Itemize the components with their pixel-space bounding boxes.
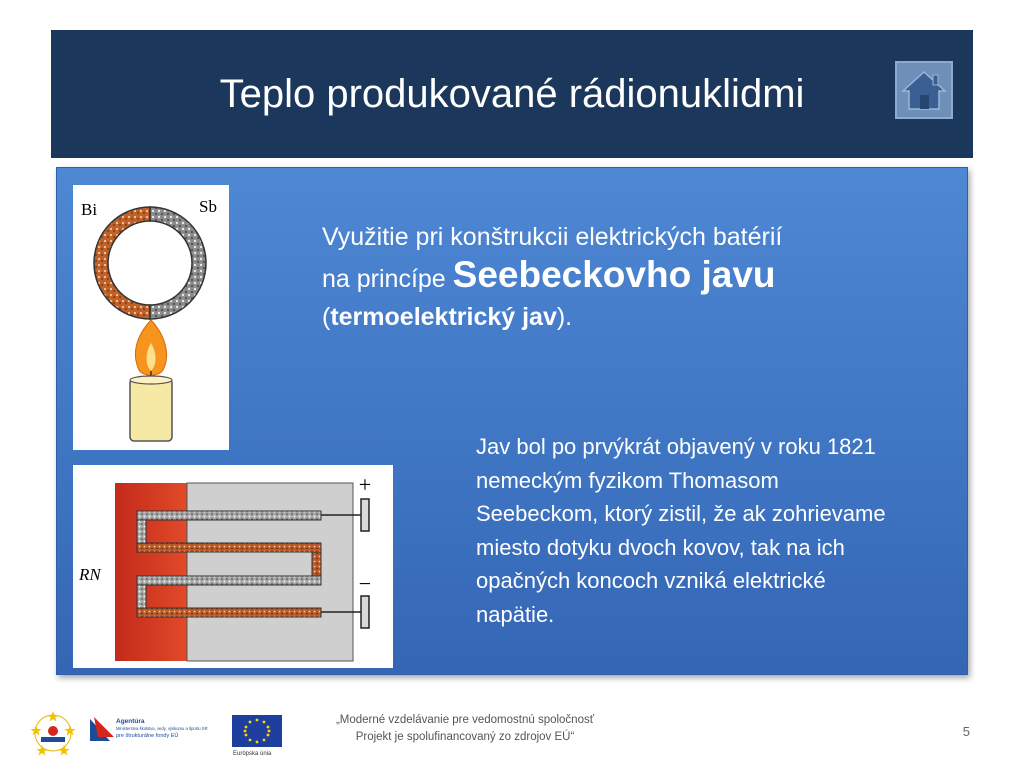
plus-sign: +	[358, 472, 372, 497]
footer-project-text	[300, 712, 630, 746]
agency-ministry: Ministerstva školstva, vedy, výskumu a športu SR	[116, 726, 208, 731]
title-bar	[51, 30, 973, 158]
paren-open: (	[322, 303, 331, 331]
candle	[130, 379, 172, 441]
bismuth-half	[94, 207, 150, 319]
main-line-1: Využitie pri konštrukcii elektrických batérií	[322, 223, 783, 251]
negative-terminal	[361, 596, 369, 628]
main-statement	[322, 218, 942, 336]
rn-label: RN	[79, 565, 101, 584]
eu-label: Európska únia	[233, 751, 272, 757]
minus-sign: −	[358, 571, 372, 596]
main-line-2-prefix: na princípe	[322, 265, 453, 293]
thermoelectric-term: termoelektrický jav	[330, 303, 557, 331]
home-icon	[901, 67, 947, 113]
history-line: miesto dotyku dvoch kovov, tak na ich	[476, 534, 845, 560]
footer-line-1: „Moderné vzdelávanie pre vedomostnú spoločnosť	[335, 714, 595, 726]
history-line: Jav bol po prvýkrát objavený v roku 1821	[476, 434, 876, 459]
agency-funds: pre štrukturálne fondy EÚ	[116, 733, 179, 739]
footer-logos	[28, 707, 288, 759]
history-line: napätie.	[476, 601, 555, 627]
paren-close: ).	[556, 303, 573, 331]
home-button[interactable]	[895, 61, 953, 119]
history-line: Seebeckom, ktorý zistil, že ak zohrievame	[476, 501, 886, 526]
heat-source	[115, 483, 187, 661]
agency-logo	[90, 717, 208, 741]
history-line: opačných koncoch vzniká elektrické	[476, 568, 826, 593]
rn-thermocouple-figure	[73, 465, 393, 668]
program-logo	[31, 711, 76, 756]
antimony-half	[150, 207, 206, 319]
footer-line-2: Projekt je spolufinancovaný zo zdrojov EÚ“	[355, 731, 575, 743]
seebeck-effect-term: Seebeckovho javu	[452, 254, 776, 295]
slide-title: Teplo produkované rádionuklidmi	[219, 72, 805, 116]
agency-name: Agentúra	[116, 718, 145, 725]
slide-number: 5	[962, 724, 970, 739]
seebeck-ring-figure	[73, 185, 229, 450]
eu-flag-logo	[232, 715, 282, 757]
history-paragraph	[476, 430, 961, 631]
module-body	[187, 483, 353, 661]
bi-label: Bi	[81, 200, 98, 219]
history-line: nemeckým fyzikom Thomasom	[476, 467, 779, 493]
positive-terminal	[361, 499, 369, 531]
sb-label: Sb	[199, 197, 217, 216]
